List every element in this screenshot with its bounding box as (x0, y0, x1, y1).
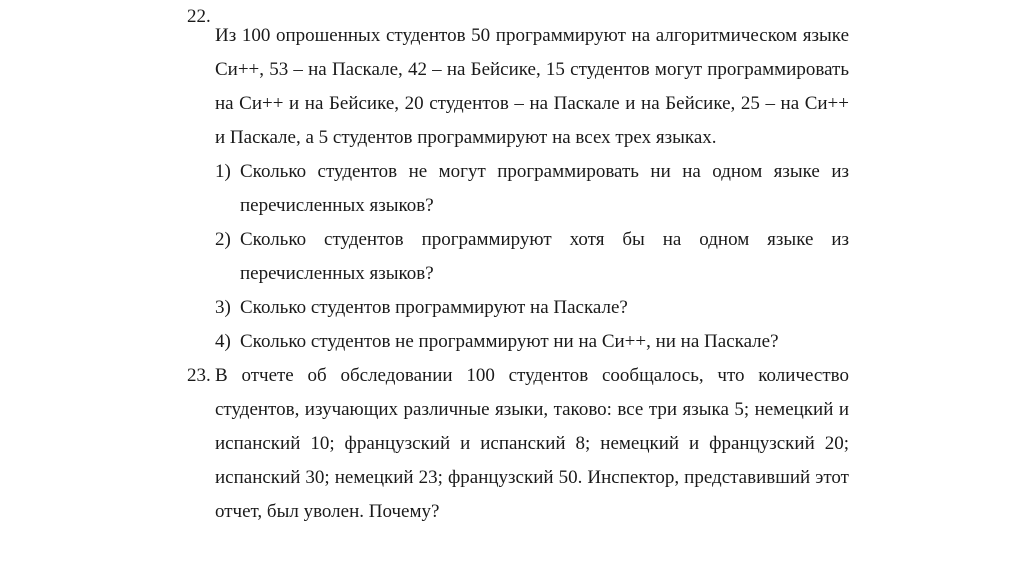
question-item (215, 325, 849, 359)
question-number: 3) (215, 297, 231, 318)
question-text: Сколько студентов не программируют ни на Си++, ни на Паскале? (240, 331, 779, 352)
problem-text: Из 100 опрошенных студентов 50 программируют на алгоритмическом языке Си++, 53 – на Паскале, 42 – на Бейсике, 15 студентов могут программировать на Си++ и на Бейсике, 20 студентов – на Паскале и на Бейсике, 25 – на Си++ и Паскале, а 5 студентов программируют на всех трех языках. (215, 25, 849, 148)
problem-23 (187, 359, 849, 529)
problem-number: 22. (187, 6, 211, 27)
question-number: 1) (215, 161, 231, 182)
problem-22 (187, 0, 849, 359)
question-number: 2) (215, 229, 231, 250)
question-item (215, 291, 849, 325)
question-item (215, 155, 849, 223)
question-number: 4) (215, 331, 231, 352)
question-text: Сколько студентов не могут программировать ни на одном языке из перечисленных языков? (240, 161, 849, 216)
problem-text: В отчете об обследовании 100 студентов сообщалось, что количество студентов, изучающих различные языки, таково: все три языка 5; немецкий и испанский 10; французский и испанский 8; немецкий и французский 20; испанский 30; немецкий 23; французский 50. Инспектор, представивший этот отчет, был уволен. Почему? (215, 365, 849, 522)
question-text: Сколько студентов программируют хотя бы на одном языке из перечисленных языков? (240, 229, 849, 284)
question-text: Сколько студентов программируют на Паскале? (240, 297, 628, 318)
question-item (215, 223, 849, 291)
problem-number: 23. (187, 365, 211, 386)
